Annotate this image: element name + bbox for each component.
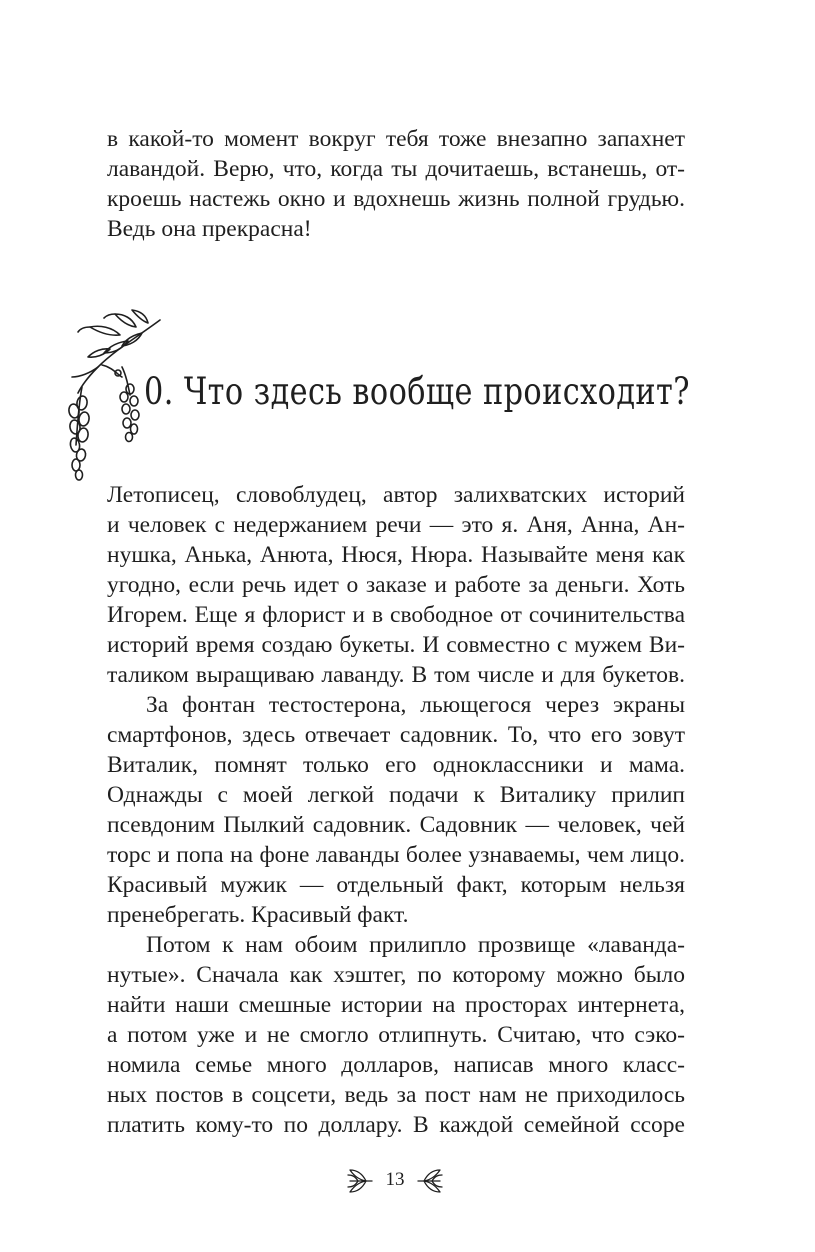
body-line-20: номила семье много долларов, написав много класс-	[107, 1052, 685, 1078]
body-line-8: За фонтан тестостерона, льющегося через экраны	[146, 692, 685, 718]
body-line-11: Однажды с моей легкой подачи к Виталику прилип	[107, 782, 685, 808]
body-line-17: нутые». Сначала как хэштег, по которому можно было	[107, 962, 685, 988]
body-line-10: Виталик, помнят только его одноклассники и мама.	[107, 752, 685, 778]
body-line-4: угодно, если речь идет о заказе и работе за деньги. Хоть	[107, 572, 685, 598]
intro-line-2: лавандой. Верю, что, когда ты дочитаешь, встанешь, от-	[107, 156, 685, 182]
body-line-15: пренебрегать. Красивый факт.	[107, 902, 409, 928]
body-line-19: а потом уже и не смогло отлипнуть. Считаю, что сэко-	[107, 1022, 685, 1048]
body-line-13: торс и попа на фоне лаванды более узнаваемы, чем лицо.	[107, 842, 685, 868]
body-line-22: платить кому-то по доллару. В каждой семейной ссоре	[107, 1112, 685, 1138]
body-line-12: псевдоним Пылкий садовник. Садовник — человек, чей	[107, 812, 685, 838]
right-leaf-icon	[416, 1165, 444, 1195]
body-line-3: нушка, Анька, Анюта, Нюся, Нюра. Называйте меня как	[107, 542, 685, 568]
body-line-2: и человек с недержанием речи — это я. Аня, Анна, Ан-	[107, 512, 685, 538]
intro-line-4: Ведь она прекрасна!	[107, 216, 312, 242]
intro-line-1: в какой-то момент вокруг тебя тоже внезапно запахнет	[107, 126, 685, 152]
body-line-1: Летописец, словоблудец, автор залихватских историй	[107, 482, 685, 508]
body-line-5: Игорем. Еще я флорист и в свободное от сочинительства	[107, 602, 685, 628]
body-line-9: смартфонов, здесь отвечает садовник. То, что его зовут	[107, 722, 685, 748]
chapter-title: 0. Что здесь вообще происходит?	[144, 370, 690, 413]
body-line-16: Потом к нам обоим прилипло прозвище «лаванда-	[146, 932, 685, 958]
body-line-7: таликом выращиваю лаванду. В том числе и для букетов.	[107, 662, 685, 688]
page-footer	[340, 1163, 450, 1199]
body-line-18: найти наши смешные истории на просторах интернета,	[107, 992, 685, 1018]
body-line-14: Красивый мужик — отдельный факт, которым нельзя	[107, 872, 685, 898]
intro-line-3: кроешь настежь окно и вдохнешь жизнь полной грудью.	[107, 186, 685, 212]
left-leaf-icon	[346, 1165, 374, 1195]
body-line-6: историй время создаю букеты. И совместно с мужем Ви-	[107, 632, 685, 658]
body-line-21: ных постов в соцсети, ведь за пост нам не приходилось	[107, 1082, 685, 1108]
page-number: 13	[385, 1169, 405, 1190]
